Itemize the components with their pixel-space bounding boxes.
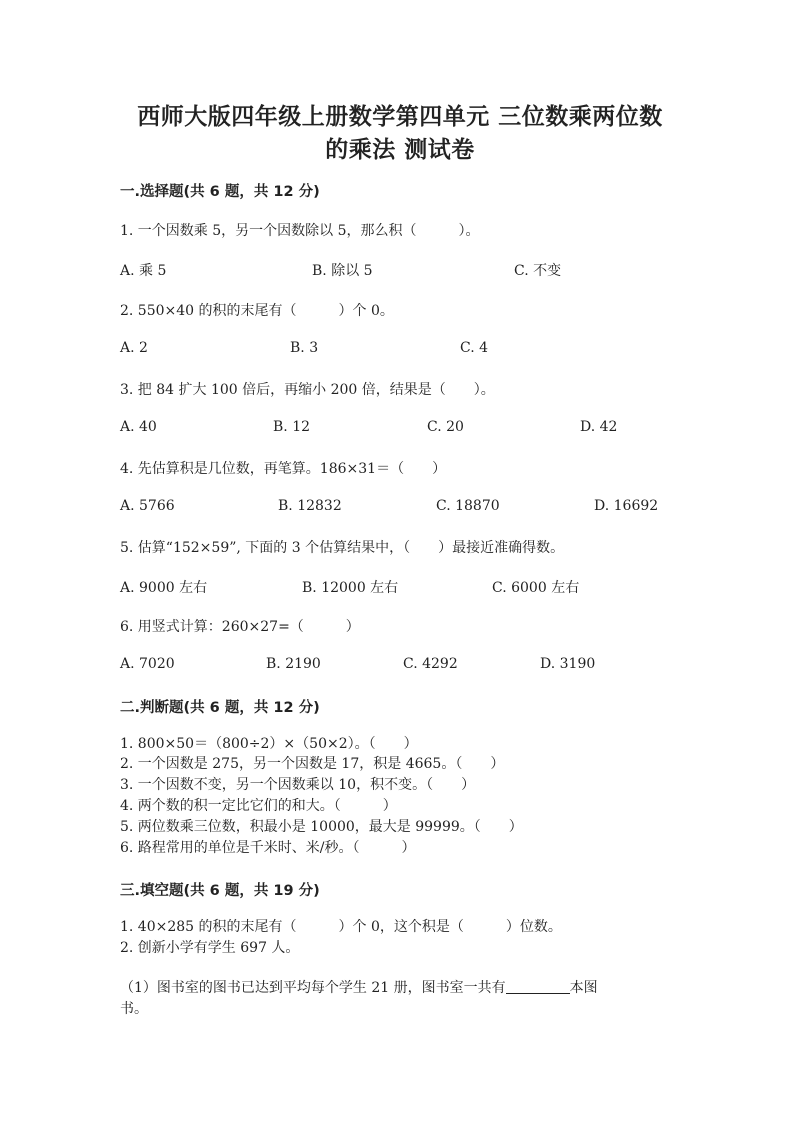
choice-5-option-a: A. 9000 左右 <box>120 580 208 596</box>
judgement-item-2: 2. 一个因数是 275，另一个因数是 17，积是 4665。（ ） <box>120 756 505 772</box>
fill-item-2-sub-1 <box>120 978 680 1020</box>
choice-1-option-c: C. 不变 <box>514 263 562 279</box>
choice-question-6: 6. 用竖式计算：260×27=（ ） <box>120 619 360 635</box>
choice-2-option-a: A. 2 <box>120 340 148 356</box>
choice-question-4: 4. 先估算积是几位数，再笔算。186×31＝（ ） <box>120 461 447 477</box>
sub-question-text: （1）图书室的图书已达到平均每个学生 21 册，图书室一共有 <box>120 980 506 996</box>
choice-question-3: 3. 把 84 扩大 100 倍后，再缩小 200 倍，结果是（ ）。 <box>120 382 495 398</box>
choice-6-option-d: D. 3190 <box>540 656 596 672</box>
choice-question-1: 1. 一个因数乘 5，另一个因数除以 5，那么积（ ）。 <box>120 223 480 239</box>
sub-question-text-tail: 本图 <box>569 980 598 996</box>
choice-4-option-c: C. 18870 <box>436 498 500 514</box>
section-heading-judgement: 二.判断题(共 6 题，共 12 分) <box>120 700 320 716</box>
sub-question-text-line-2: 书。 <box>120 1001 148 1017</box>
choice-3-option-d: D. 42 <box>580 419 618 435</box>
answer-blank[interactable] <box>506 979 570 994</box>
choice-1-option-a: A. 乘 5 <box>120 263 167 279</box>
choice-2-option-c: C. 4 <box>460 340 489 356</box>
judgement-item-1: 1. 800×50＝（800÷2）×（50×2）。（ ） <box>120 736 418 752</box>
choice-6-option-b: B. 2190 <box>266 656 321 672</box>
judgement-item-6: 6. 路程常用的单位是千米时、米/秒。（ ） <box>120 840 416 856</box>
choice-4-option-b: B. 12832 <box>278 498 342 514</box>
choice-6-option-a: A. 7020 <box>120 656 175 672</box>
choice-5-option-b: B. 12000 左右 <box>302 580 399 596</box>
page-title-line-2: 的乘法 测试卷 <box>325 137 475 163</box>
page-title-line-1: 西师大版四年级上册数学第四单元 三位数乘两位数 <box>137 104 663 130</box>
choice-question-5: 5. 估算“152×59”, 下面的 3 个估算结果中，（ ）最接近准确得数。 <box>120 540 565 556</box>
choice-6-option-c: C. 4292 <box>403 656 458 672</box>
fill-item-2: 2. 创新小学有学生 697 人。 <box>120 940 300 956</box>
choice-1-option-b: B. 除以 5 <box>312 263 373 279</box>
choice-3-option-b: B. 12 <box>273 419 311 435</box>
section-heading-choice: 一.选择题(共 6 题，共 12 分) <box>120 184 320 200</box>
section-heading-fill-blank: 三.填空题(共 6 题，共 19 分) <box>120 883 320 899</box>
choice-4-option-a: A. 5766 <box>120 498 175 514</box>
choice-3-option-a: A. 40 <box>120 419 157 435</box>
judgement-item-5: 5. 两位数乘三位数，积最小是 10000，最大是 99999。（ ） <box>120 819 523 835</box>
judgement-item-3: 3. 一个因数不变，另一个因数乘以 10，积不变。（ ） <box>120 777 476 793</box>
judgement-item-4: 4. 两个数的积一定比它们的和大。（ ） <box>120 798 397 814</box>
choice-5-option-c: C. 6000 左右 <box>492 580 580 596</box>
fill-item-1: 1. 40×285 的积的末尾有（ ）个 0，这个积是（ ）位数。 <box>120 919 562 935</box>
choice-4-option-d: D. 16692 <box>594 498 659 514</box>
choice-3-option-c: C. 20 <box>427 419 464 435</box>
choice-2-option-b: B. 3 <box>290 340 319 356</box>
choice-question-2: 2. 550×40 的积的末尾有（ ）个 0。 <box>120 303 394 319</box>
